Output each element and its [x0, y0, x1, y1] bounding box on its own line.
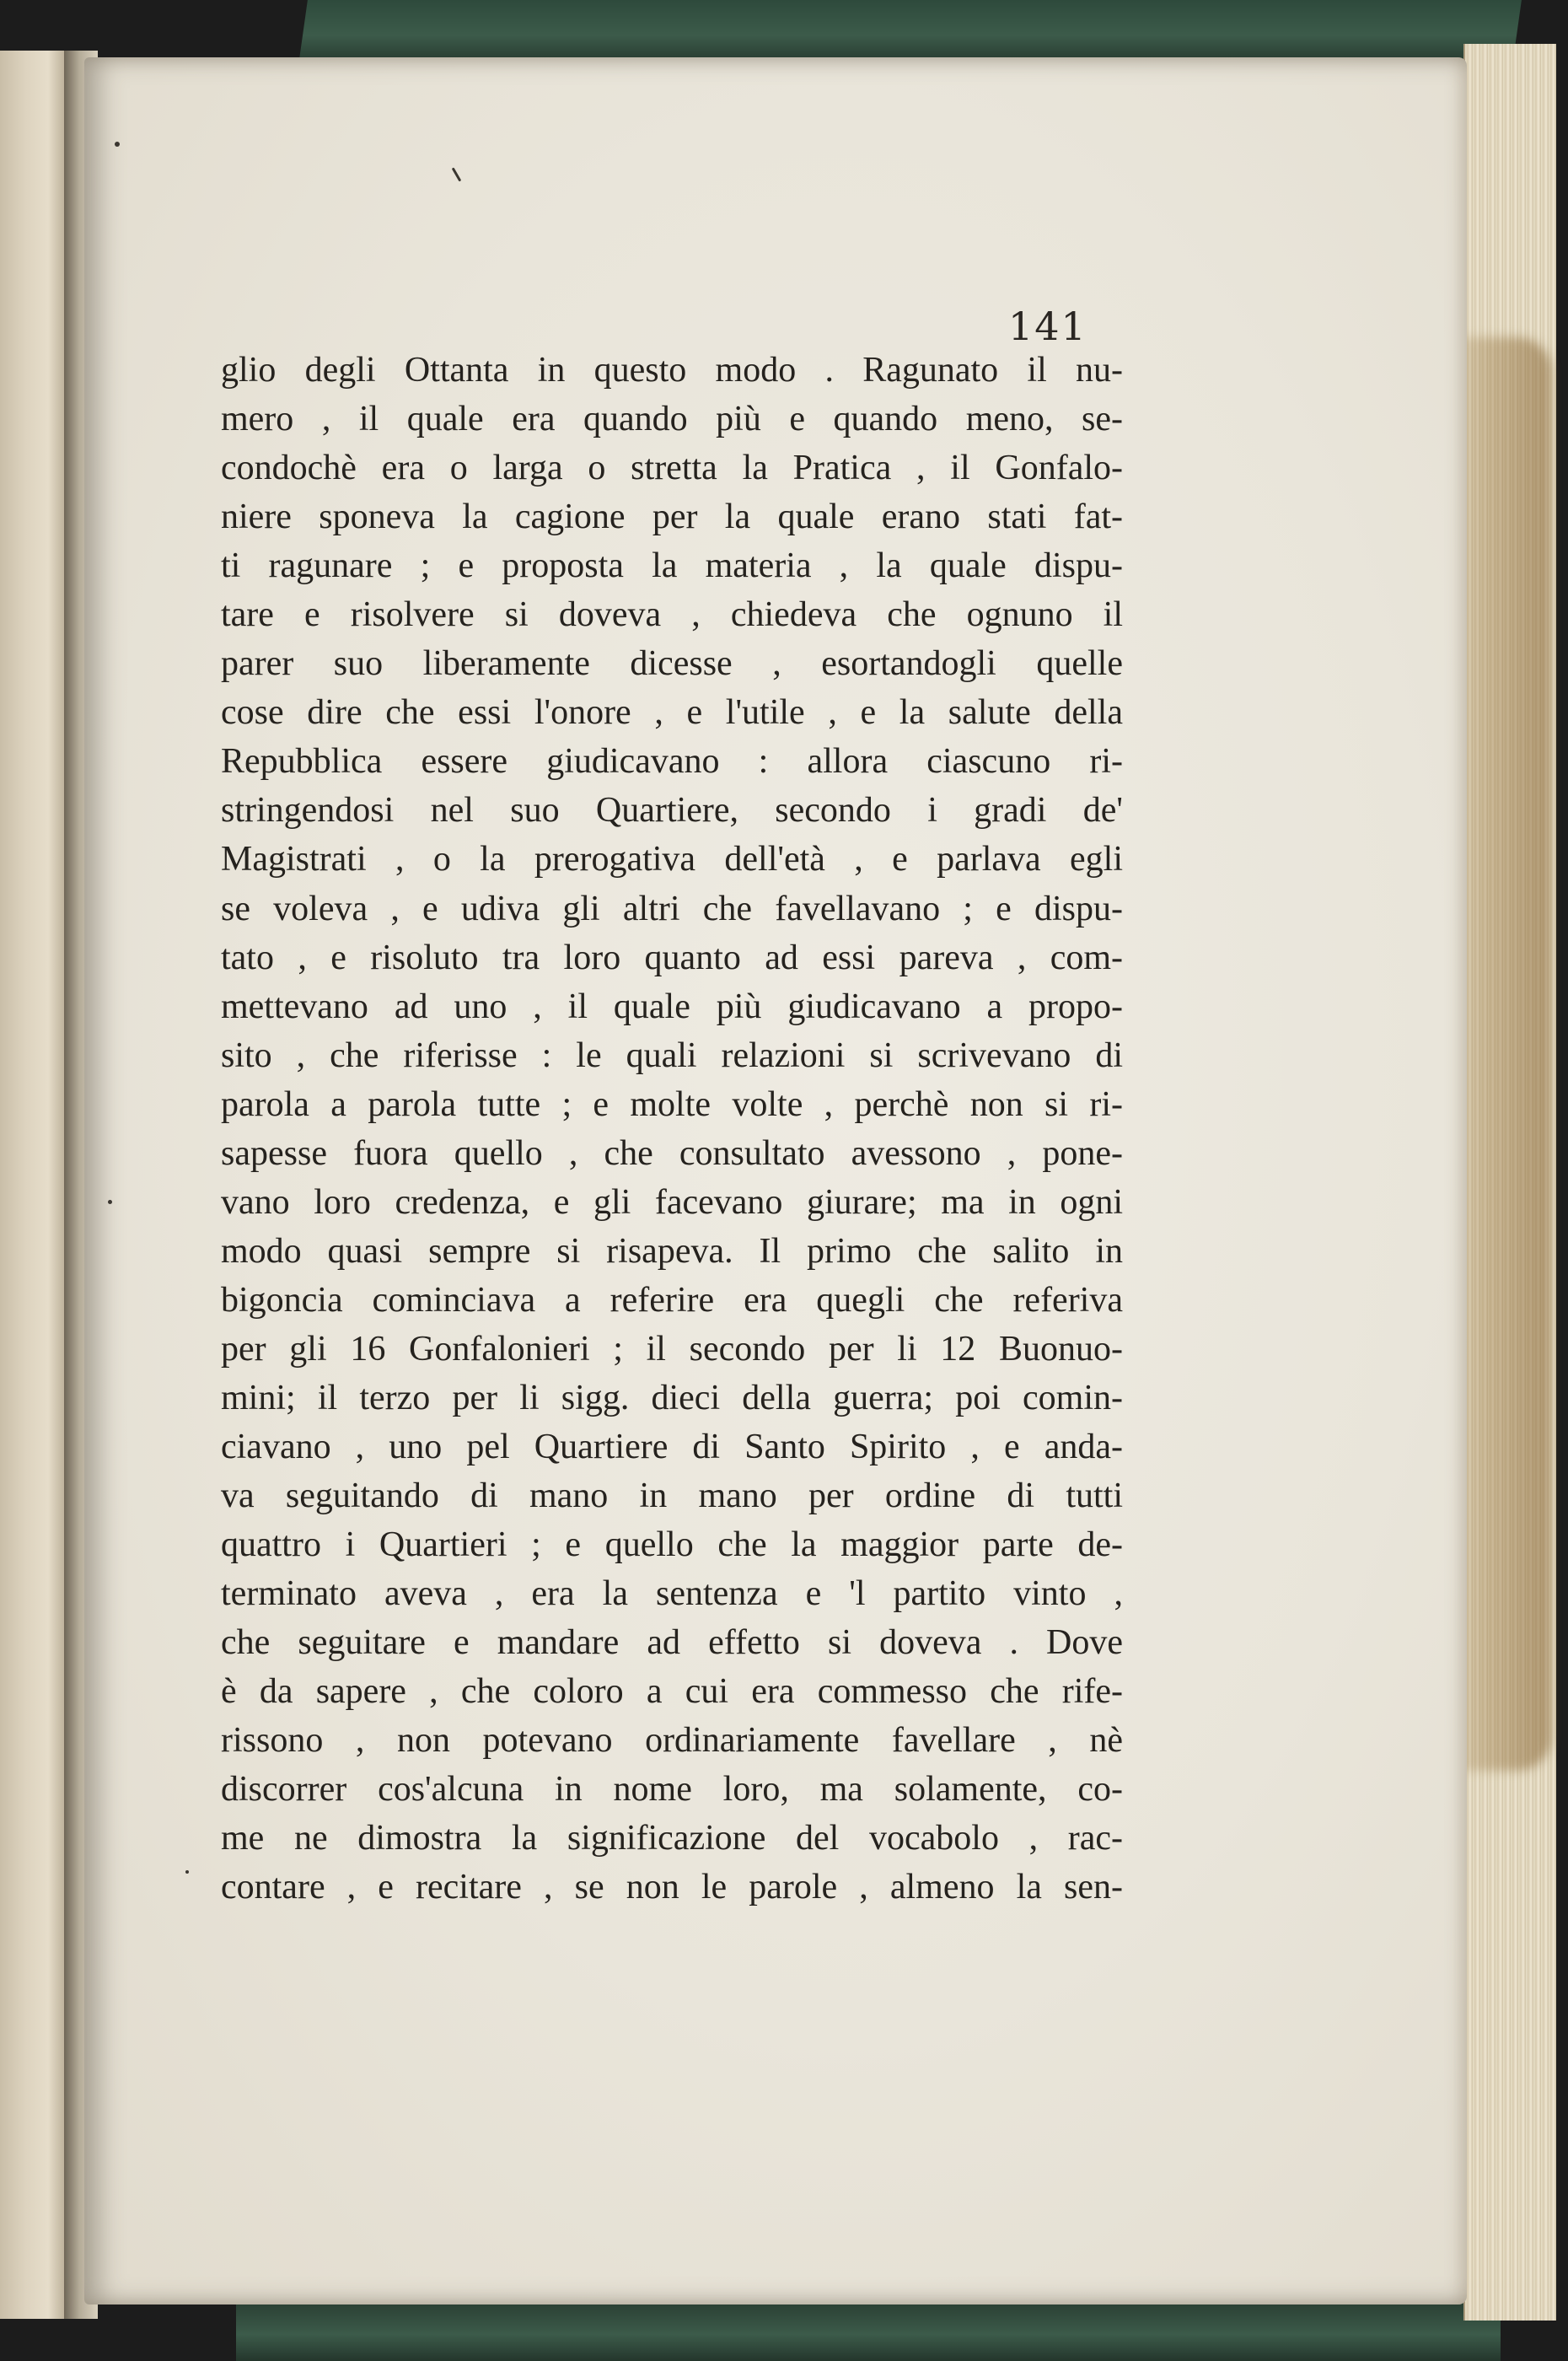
- text-line: Magistrati , o la prerogativa dell'età , e parlava egli: [221, 840, 1123, 879]
- text-line: che seguitare e mandare ad effetto si doveva . Dove: [221, 1623, 1123, 1663]
- text-line: contare , e recitare , se non le parole , almeno la sen-: [221, 1868, 1123, 1907]
- text-line: mero , il quale era quando più e quando meno, se-: [221, 400, 1123, 439]
- text-line: terminato aveva , era la sentenza e 'l partito vinto ,: [221, 1574, 1123, 1614]
- page-number: 141: [1008, 304, 1087, 349]
- text-line: Repubblica essere giudicavano : allora ciascuno ri-: [221, 742, 1123, 782]
- text-line: sito , che riferisse : le quali relazioni si scrivevano di: [221, 1035, 1123, 1075]
- binding-cloth-top: [299, 0, 1522, 59]
- text-line: sapesse fuora quello , che consultato avessono , pone-: [221, 1133, 1123, 1173]
- text-line: ti ragunare ; e proposta la materia , la quale dispu-: [221, 546, 1123, 586]
- text-line: è da sapere , che coloro a cui era commesso che rife-: [221, 1672, 1123, 1712]
- text-line: parer suo liberamente dicesse , esortandogli quelle: [221, 644, 1123, 684]
- left-page-edge: [0, 51, 66, 2319]
- text-line: mettevano ad uno , il quale più giudicavano a propo-: [221, 987, 1123, 1026]
- text-line: tato , e risoluto tra loro quanto ad essi pareva , com-: [221, 938, 1123, 977]
- text-line: condochè era o larga o stretta la Pratica , il Gonfalo-: [221, 449, 1123, 488]
- text-line: tare e risolvere si doveva , chiedeva che ognuno il: [221, 595, 1123, 635]
- paper-speck: [185, 1870, 189, 1874]
- text-line: ciavano , uno pel Quartiere di Santo Spirito , e anda-: [221, 1428, 1123, 1467]
- text-line: va seguitando di mano in mano per ordine di tutti: [221, 1476, 1123, 1516]
- text-line: modo quasi sempre si risapeva. Il primo che salito in: [221, 1231, 1123, 1271]
- paper-speck: [452, 167, 462, 181]
- text-line: vano loro credenza, e gli facevano giurare; ma in ogni: [221, 1182, 1123, 1222]
- text-line: rissono , non potevano ordinariamente favellare , nè: [221, 1721, 1123, 1761]
- page-body-text: [221, 346, 1123, 1912]
- text-line: stringendosi nel suo Quartiere, secondo i gradi de': [221, 791, 1123, 831]
- text-line: glio degli Ottanta in questo modo . Ragunato il nu-: [221, 351, 1123, 390]
- text-line: per gli 16 Gonfalonieri ; il secondo per li 12 Buonuo-: [221, 1329, 1123, 1369]
- text-line: quattro i Quartieri ; e quello che la maggior parte de-: [221, 1525, 1123, 1565]
- text-line: mini; il terzo per li sigg. dieci della guerra; poi comin-: [221, 1378, 1123, 1417]
- text-line: se voleva , e udiva gli altri che favellavano ; e dispu-: [221, 889, 1123, 928]
- paper-speck: [115, 142, 120, 147]
- text-line: discorrer cos'alcuna in nome loro, ma solamente, co-: [221, 1770, 1123, 1810]
- text-line: bigoncia cominciava a referire era quegli che referiva: [221, 1280, 1123, 1320]
- text-line: niere sponeva la cagione per la quale erano stati fat-: [221, 497, 1123, 537]
- text-line: me ne dimostra la significazione del vocabolo , rac-: [221, 1819, 1123, 1858]
- binding-cloth-bottom: [236, 2302, 1501, 2361]
- paper-speck: [108, 1200, 112, 1204]
- text-line: parola a parola tutte ; e molte volte , perchè non si ri-: [221, 1084, 1123, 1124]
- text-line: cose dire che essi l'onore , e l'utile , e la salute della: [221, 693, 1123, 733]
